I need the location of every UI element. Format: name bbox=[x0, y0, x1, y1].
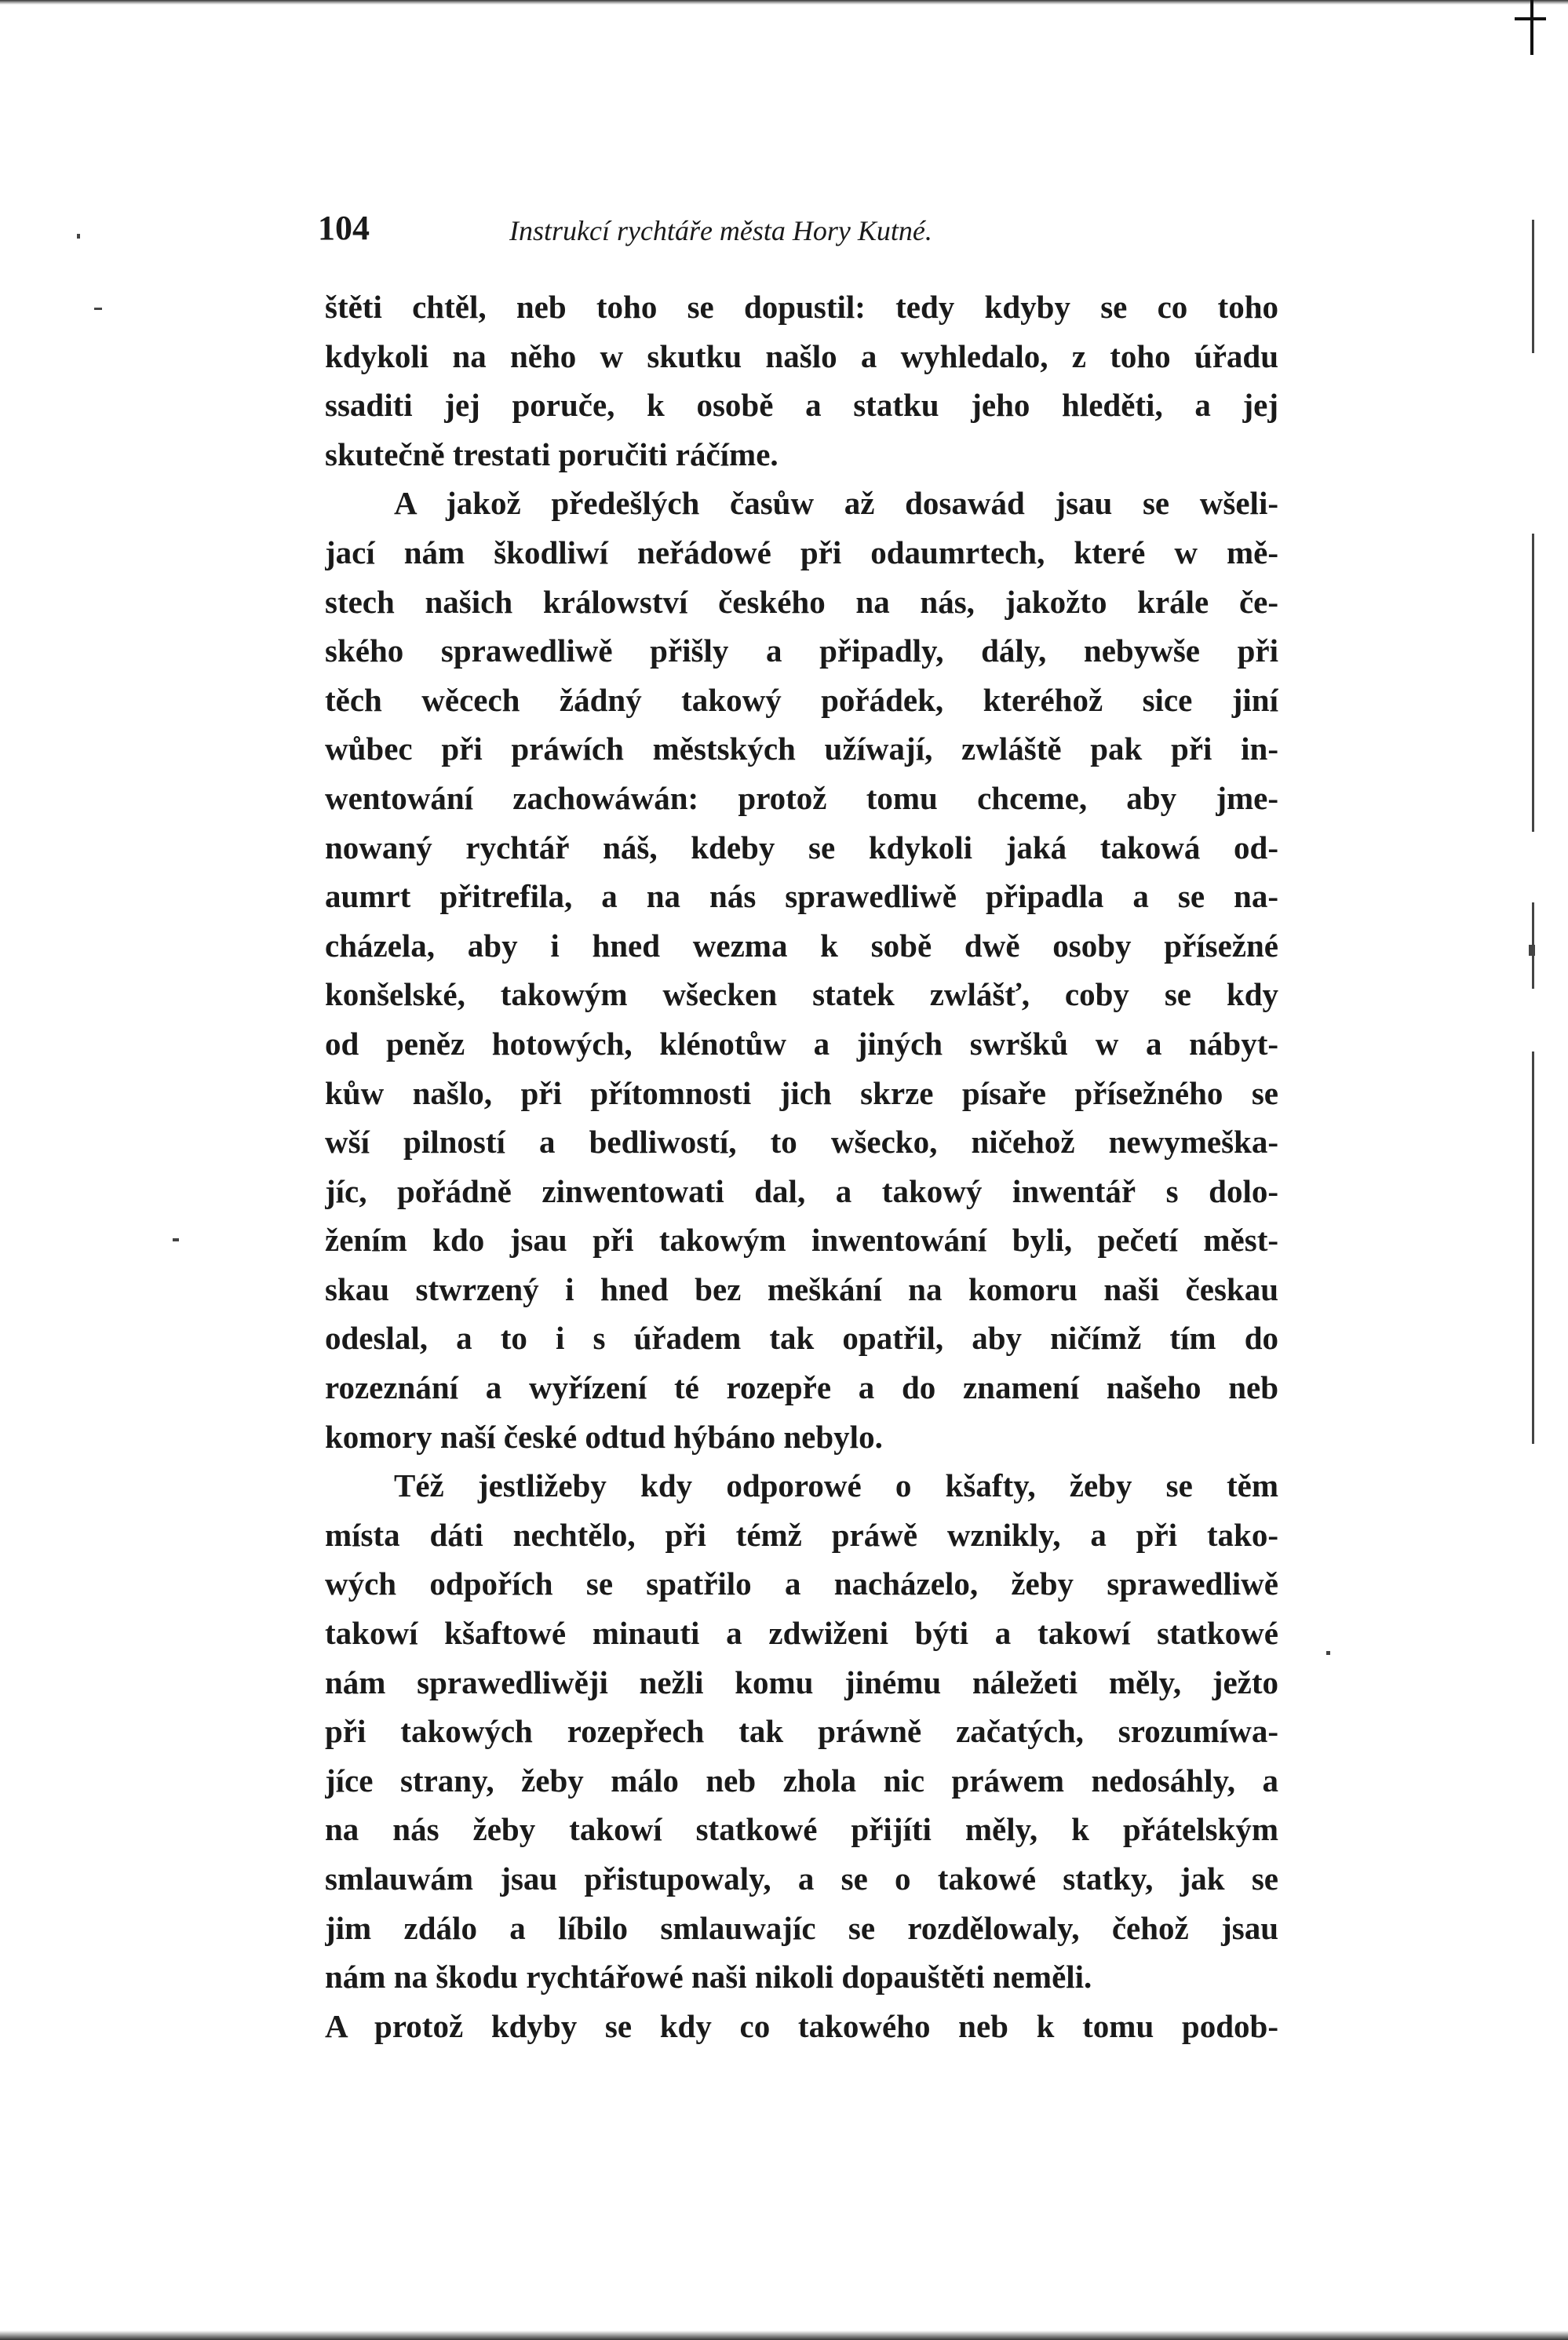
text-line: takowí kšaftowé minauti a zdwiženi býti a takowí statkowé bbox=[325, 1615, 1278, 1652]
margin-mark-right-spot bbox=[1529, 945, 1535, 956]
text-line: nowaný rychtář náš, kdeby se kdykoli jaká takowá od- bbox=[325, 829, 1278, 866]
running-title: Instrukcí rychtáře města Hory Kutné. bbox=[509, 215, 932, 246]
text-line: aumrt přitrefila, a na nás sprawedliwě připadla a se na- bbox=[325, 878, 1278, 915]
paragraph bbox=[325, 1461, 1278, 2002]
text-line: ssaditi jej poruče, k osobě a statku jeho hleděti, a jej bbox=[325, 387, 1278, 424]
text-line: ského sprawedliwě přišly a připadly, dály, nebywše při bbox=[325, 632, 1278, 669]
text-line: smlauwám jsau přistupowaly, a se o takowé statky, jak se bbox=[325, 1861, 1278, 1897]
page-number: 104 bbox=[318, 209, 370, 247]
text-line: těch wěcech žádný takowý pořádek, kteréhož sice jiní bbox=[325, 681, 1278, 718]
scan-top-edge bbox=[0, 0, 1568, 5]
text-line: rozeznání a wyřízení té rozepře a do znamení našeho neb bbox=[325, 1369, 1278, 1406]
text-line: A protož kdyby se kdy co takowého neb k tomu podob- bbox=[325, 2007, 1278, 2044]
text-line: odeslal, a to i s úřadem tak opatřil, aby ničímž tím do bbox=[325, 1320, 1278, 1357]
paragraph bbox=[325, 479, 1278, 1461]
scan-right-edge-mark bbox=[1530, 0, 1533, 55]
text-line: štěti chtěl, neb toho se dopustil: tedy kdyby se co toho bbox=[325, 289, 1278, 325]
text-line: konšelské, takowým wšecken statek zwlášť, coby se kdy bbox=[325, 976, 1278, 1013]
text-line: skau stwrzený i hned bez meškání na komoru naši českau bbox=[325, 1270, 1278, 1307]
paragraph bbox=[325, 282, 1278, 479]
text-line: při takowých rozepřech tak práwně začatých, srozumíwa- bbox=[325, 1713, 1278, 1750]
text-line: skutečně trestati poručiti ráčíme. bbox=[325, 436, 779, 472]
margin-rule-right-4 bbox=[1532, 1052, 1534, 1444]
text-line: jim zdálo a líbilo smlauwajíc se rozdělowaly, čehož jsau bbox=[325, 1909, 1278, 1946]
text-line: nám sprawedliwěji nežli komu jinému náležeti měly, ježto bbox=[325, 1664, 1278, 1700]
text-line: wší pilností a bedliwostí, to wšecko, ničehož newymeška- bbox=[325, 1124, 1278, 1161]
text-line: od peněz hotowých, klénotůw a jiných swršků w a nábyt- bbox=[325, 1025, 1278, 1062]
text-line: komory naší české odtud hýbáno nebylo. bbox=[325, 1418, 883, 1455]
text-line: kůw našlo, při přítomnosti jich skrze písaře přísežného se bbox=[325, 1074, 1278, 1111]
text-line: jíce strany, žeby málo neb zhola nic práwem nedosáhly, a bbox=[325, 1762, 1278, 1799]
text-line: A jakož předešlých časůw až dosawád jsau se wšeli- bbox=[394, 485, 1278, 522]
text-line: wůbec při práwích městských užíwají, zwláště pak při in- bbox=[325, 731, 1278, 767]
margin-rule-right-1 bbox=[1532, 220, 1534, 353]
scan-right-edge-hook bbox=[1515, 17, 1546, 20]
scan-bottom-edge bbox=[0, 2331, 1568, 2340]
margin-mark-left-top bbox=[77, 234, 80, 239]
text-line: kdykoli na něho w skutku našlo a wyhledalo, z toho úřadu bbox=[325, 337, 1278, 374]
text-line: jací nám škodliwí neřádowé při odaumrtech, které w mě- bbox=[325, 534, 1278, 570]
margin-mark-left-dash bbox=[94, 308, 102, 310]
text-line: cházela, aby i hned wezma k sobě dwě osoby přísežné bbox=[325, 927, 1278, 964]
text-line: místa dáti nechtělo, při témž práwě wznikly, a při tako- bbox=[325, 1516, 1278, 1553]
text-line: na nás žeby takowí statkowé přijíti měly, k přátelským bbox=[325, 1811, 1278, 1848]
margin-mark-right-dot bbox=[1326, 1651, 1330, 1655]
margin-mark-left-bottom bbox=[173, 1238, 179, 1241]
text-line: nám na škodu rychtářowé naši nikoli dopauštěti neměli. bbox=[325, 1959, 1092, 1996]
margin-rule-right-2 bbox=[1532, 534, 1534, 832]
text-line: wých odpořích se spatřilo a nacházelo, žeby sprawedliwě bbox=[325, 1565, 1278, 1602]
text-line: žením kdo jsau při takowým inwentowání byli, pečetí měst- bbox=[325, 1222, 1278, 1259]
page-header bbox=[318, 208, 1283, 255]
text-line: jíc, pořádně zinwentowati dal, a takowý inwentář s dolo- bbox=[325, 1172, 1278, 1209]
text-line: stech našich králowství českého na nás, jakožto krále če- bbox=[325, 583, 1278, 620]
body-text bbox=[325, 282, 1278, 2050]
text-line: Též jestližeby kdy odporowé o kšafty, žeby se těm bbox=[394, 1467, 1278, 1504]
paragraph bbox=[325, 2002, 1278, 2051]
text-line: wentowání zachowáwán: protož tomu chceme, aby jme- bbox=[325, 779, 1278, 816]
